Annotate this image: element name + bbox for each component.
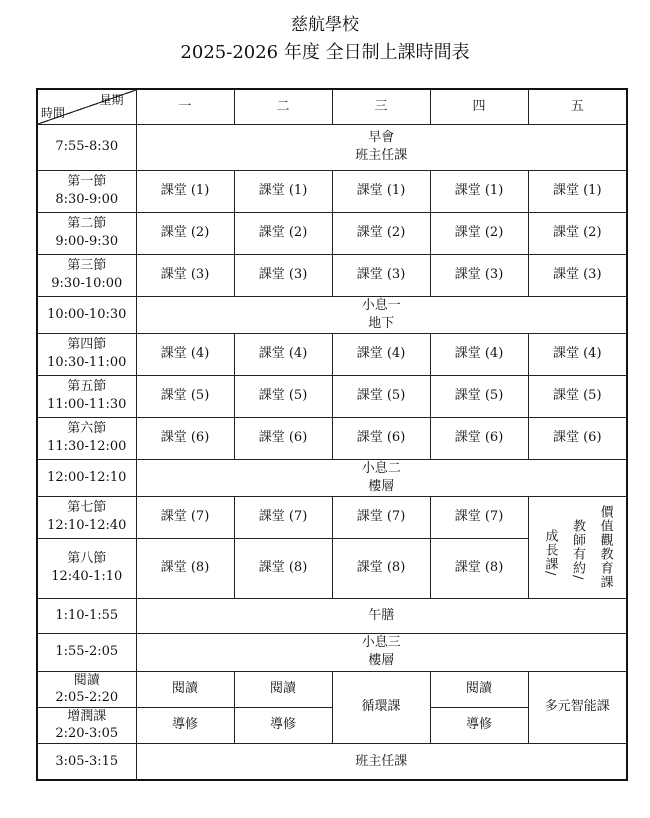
lesson-cell: 課堂 (2) xyxy=(136,212,234,254)
lesson-cell: 課堂 (1) xyxy=(234,170,332,212)
day-header-mon: 一 xyxy=(136,89,234,124)
wednesday-combined-cell: 循環課 xyxy=(332,671,430,743)
lesson-cell: 課堂 (3) xyxy=(332,254,430,296)
lesson-cell: 課堂 (6) xyxy=(332,417,430,459)
period-label: 第四節 xyxy=(67,337,107,353)
day-header-thu: 四 xyxy=(430,89,528,124)
period-cell xyxy=(37,212,136,254)
lesson-cell: 課堂 (6) xyxy=(430,417,528,459)
lesson-cell: 課堂 (8) xyxy=(430,538,528,598)
span-cell: 午膳 xyxy=(136,598,627,633)
lesson-cell: 課堂 (1) xyxy=(430,170,528,212)
table-row xyxy=(37,124,627,170)
lesson-cell: 課堂 (7) xyxy=(136,496,234,538)
time-cell: 3:05-3:15 xyxy=(37,743,136,780)
lesson-cell: 課堂 (4) xyxy=(332,333,430,375)
lesson-cell: 課堂 (2) xyxy=(332,212,430,254)
lesson-cell: 課堂 (5) xyxy=(430,375,528,417)
period-label: 增潤課 xyxy=(67,708,107,724)
period-time: 2:20-3:05 xyxy=(55,726,119,742)
time-cell: 12:00-12:10 xyxy=(37,459,136,496)
corner-day-label: 星期 xyxy=(99,93,124,107)
lesson-cell: 課堂 (6) xyxy=(234,417,332,459)
lesson-cell: 課堂 (1) xyxy=(332,170,430,212)
lesson-cell: 課堂 (5) xyxy=(332,375,430,417)
time-cell: 7:55-8:30 xyxy=(37,124,136,170)
period-label: 第六節 xyxy=(67,421,107,437)
table-row xyxy=(37,598,627,633)
span-line-2: 樓層 xyxy=(368,653,395,668)
vertical-label: 成長課/ xyxy=(542,529,558,577)
lesson-cell: 閱讀 xyxy=(136,671,234,707)
friday-multi-cell: 多元智能課 xyxy=(528,671,627,743)
school-name: 慈航學校 xyxy=(291,15,359,35)
table-row xyxy=(37,212,627,254)
corner-time-label: 時間 xyxy=(41,106,66,121)
span-cell xyxy=(136,459,627,496)
period-time: 11:30-12:00 xyxy=(47,439,127,454)
time-cell: 1:55-2:05 xyxy=(37,633,136,671)
lesson-cell: 課堂 (7) xyxy=(332,496,430,538)
span-cell xyxy=(136,124,627,170)
lesson-cell: 課堂 (2) xyxy=(430,212,528,254)
lesson-cell: 閱讀 xyxy=(430,671,528,707)
period-cell xyxy=(37,538,136,598)
lesson-cell: 課堂 (4) xyxy=(234,333,332,375)
period-label: 第八節 xyxy=(67,551,107,567)
lesson-cell: 課堂 (3) xyxy=(136,254,234,296)
day-header-fri: 五 xyxy=(528,89,627,124)
vertical-label: 教師有約/ xyxy=(570,519,586,581)
timetable-title: 2025-2026 年度 全日制上課時間表 xyxy=(180,42,470,63)
period-time: 2:05-2:20 xyxy=(55,690,119,706)
period-cell xyxy=(37,707,136,743)
table-row xyxy=(37,496,627,538)
period-cell xyxy=(37,417,136,459)
period-cell xyxy=(37,254,136,296)
lesson-cell: 課堂 (3) xyxy=(430,254,528,296)
friday-combined-cell xyxy=(528,496,627,598)
table-row xyxy=(37,375,627,417)
lesson-cell: 課堂 (1) xyxy=(528,170,627,212)
lesson-cell: 課堂 (3) xyxy=(234,254,332,296)
lesson-cell: 課堂 (7) xyxy=(234,496,332,538)
period-time: 8:30-9:00 xyxy=(55,192,119,207)
lesson-cell: 課堂 (2) xyxy=(528,212,627,254)
period-cell xyxy=(37,671,136,707)
lesson-cell: 課堂 (4) xyxy=(528,333,627,375)
lesson-cell: 導修 xyxy=(234,707,332,743)
table-row xyxy=(37,743,627,780)
lesson-cell: 課堂 (1) xyxy=(136,170,234,212)
timetable xyxy=(36,88,628,781)
period-label: 閱讀 xyxy=(73,672,100,688)
lesson-cell: 課堂 (3) xyxy=(528,254,627,296)
period-cell xyxy=(37,333,136,375)
lesson-cell: 課堂 (8) xyxy=(136,538,234,598)
span-line-1: 小息二 xyxy=(361,460,401,476)
vertical-label: 價值觀教育課 xyxy=(597,505,613,589)
period-time: 12:40-1:10 xyxy=(51,569,123,584)
period-time: 12:10-12:40 xyxy=(47,518,127,533)
span-line-2: 地下 xyxy=(368,315,395,331)
span-line-2: 樓層 xyxy=(368,478,395,494)
corner-cell xyxy=(37,89,136,124)
lesson-cell: 導修 xyxy=(430,707,528,743)
lesson-cell: 課堂 (6) xyxy=(136,417,234,459)
span-cell: 班主任課 xyxy=(136,743,627,780)
table-row xyxy=(37,333,627,375)
period-label: 第七節 xyxy=(67,500,107,516)
table-row xyxy=(37,170,627,212)
period-time: 9:30-10:00 xyxy=(51,276,123,291)
lesson-cell: 課堂 (5) xyxy=(528,375,627,417)
period-label: 第二節 xyxy=(67,216,107,232)
lesson-cell: 導修 xyxy=(136,707,234,743)
lesson-cell: 課堂 (8) xyxy=(332,538,430,598)
period-label: 第一節 xyxy=(67,174,107,190)
time-cell: 1:10-1:55 xyxy=(37,598,136,633)
table-row xyxy=(37,633,627,671)
table-row xyxy=(37,296,627,333)
period-cell xyxy=(37,375,136,417)
period-cell xyxy=(37,170,136,212)
table-row xyxy=(37,671,627,707)
period-time: 11:00-11:30 xyxy=(47,397,127,412)
time-cell: 10:00-10:30 xyxy=(37,296,136,333)
lesson-cell: 課堂 (4) xyxy=(430,333,528,375)
span-cell xyxy=(136,296,627,333)
header-row xyxy=(37,89,627,124)
span-line-1: 早會 xyxy=(368,130,395,146)
table-row xyxy=(37,459,627,496)
lesson-cell: 課堂 (7) xyxy=(430,496,528,538)
period-cell xyxy=(37,496,136,538)
span-line-1: 小息三 xyxy=(361,635,401,651)
period-time: 10:30-11:00 xyxy=(47,355,127,370)
table-row xyxy=(37,417,627,459)
lesson-cell: 課堂 (5) xyxy=(136,375,234,417)
lesson-cell: 課堂 (6) xyxy=(528,417,627,459)
lesson-cell: 課堂 (2) xyxy=(234,212,332,254)
span-line-1: 小息一 xyxy=(361,297,401,313)
lesson-cell: 課堂 (8) xyxy=(234,538,332,598)
period-label: 第五節 xyxy=(67,379,107,395)
table-row xyxy=(37,254,627,296)
lesson-cell: 課堂 (5) xyxy=(234,375,332,417)
lesson-cell: 閱讀 xyxy=(234,671,332,707)
span-cell xyxy=(136,633,627,671)
period-time: 9:00-9:30 xyxy=(55,234,119,249)
day-header-wed: 三 xyxy=(332,89,430,124)
period-label: 第三節 xyxy=(67,258,107,274)
lesson-cell: 課堂 (4) xyxy=(136,333,234,375)
day-header-tue: 二 xyxy=(234,89,332,124)
span-line-2: 班主任課 xyxy=(355,148,408,163)
